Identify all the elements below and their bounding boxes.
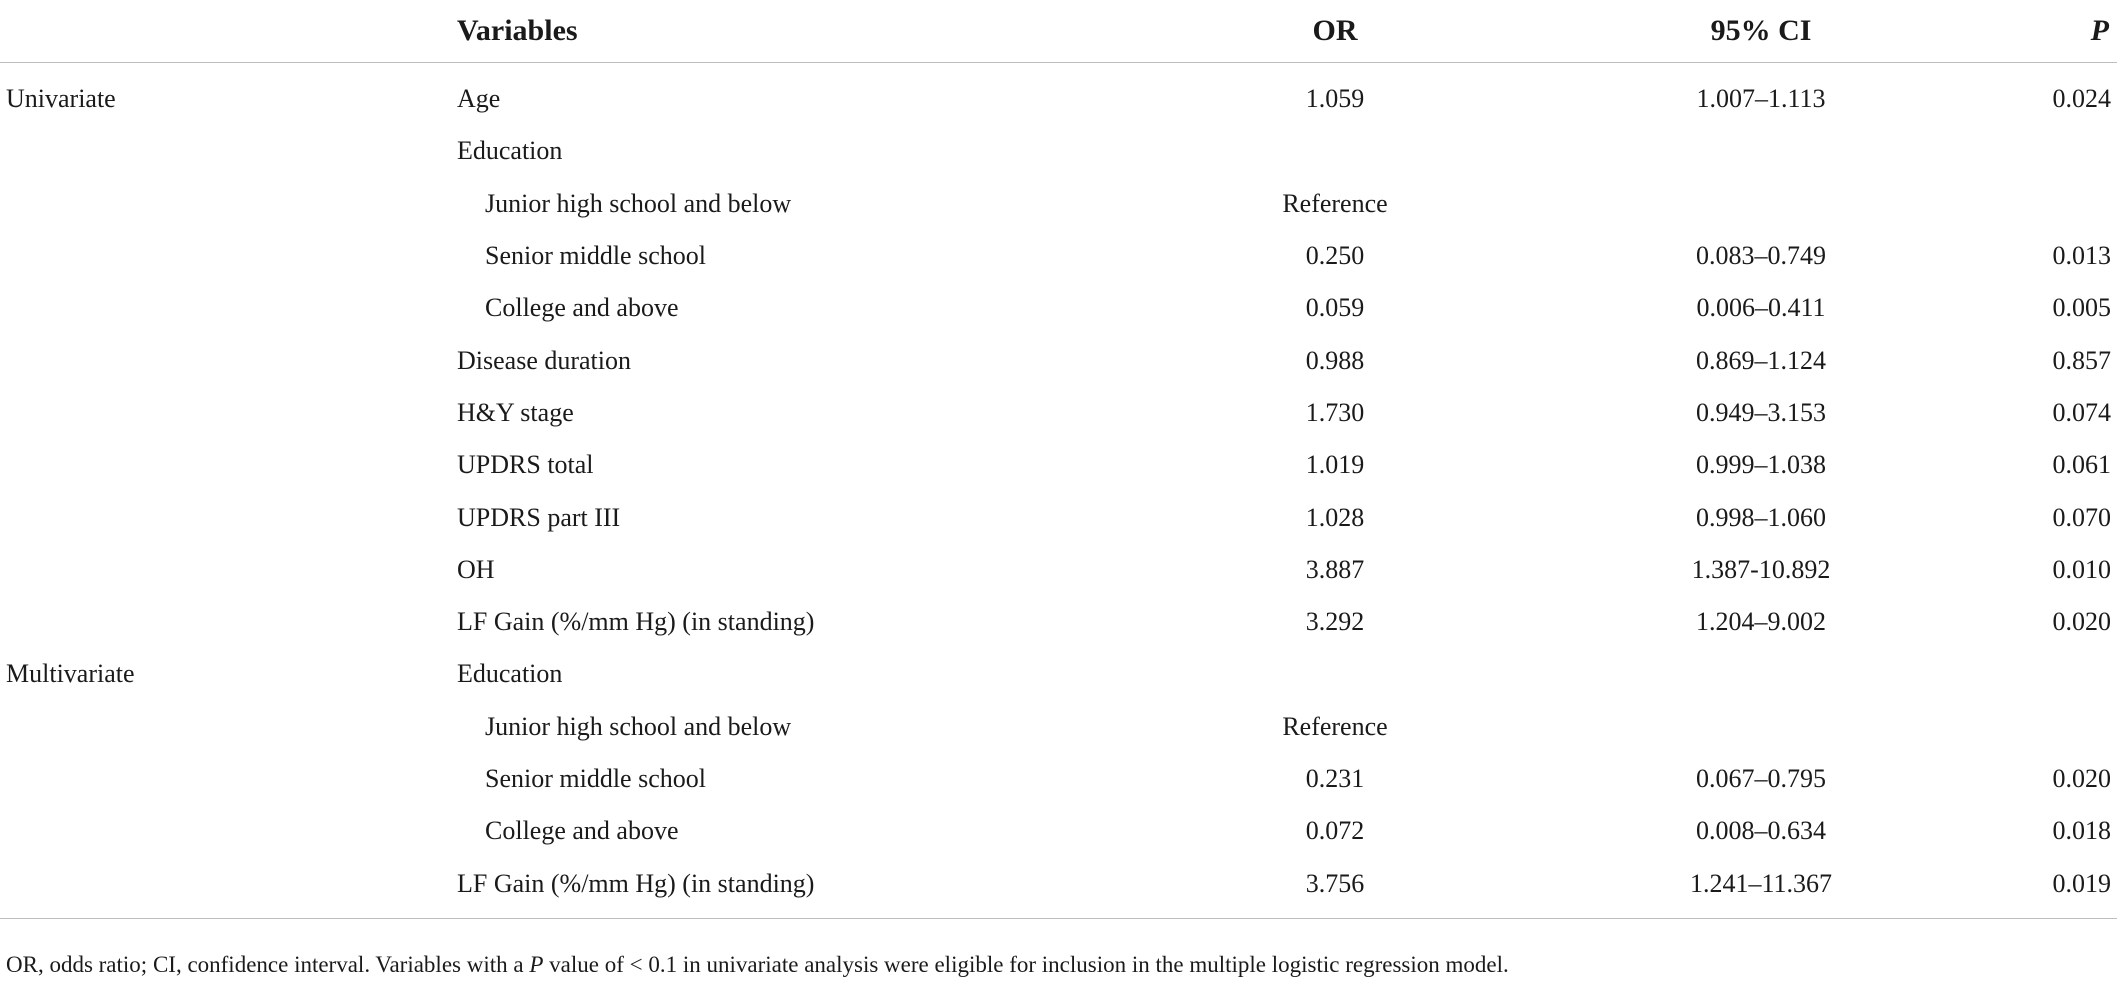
or-cell: 0.231 (1305, 764, 1365, 793)
ci-cell: 0.006–0.411 (1696, 293, 1826, 323)
or-cell: 3.887 (1305, 554, 1365, 584)
p-value-cell (2001, 178, 2117, 230)
variable-cell: Education (457, 136, 563, 166)
group-cell (0, 701, 457, 753)
or-cell: 0.250 (1305, 241, 1365, 271)
ci-cell: 0.999–1.038 (1696, 450, 1826, 480)
table-row (0, 753, 2117, 805)
header-or: OR (1149, 0, 1521, 63)
header-group-blank (0, 0, 457, 63)
ci-cell (1521, 125, 2001, 177)
p-value-cell: 0.024 (2052, 84, 2111, 114)
group-cell (0, 753, 457, 805)
header-variables: Variables (457, 0, 1149, 63)
ci-cell: 0.998–1.060 (1696, 502, 1826, 532)
table-row (0, 282, 2117, 334)
group-cell (0, 596, 457, 648)
ci-cell: 1.241–11.367 (1521, 857, 2001, 918)
p-value-cell (2001, 701, 2117, 753)
header-ci: 95% CI (1521, 0, 2001, 63)
variable-cell: College and above (485, 293, 679, 323)
group-cell (0, 387, 457, 439)
p-value-cell: 0.857 (2052, 345, 2111, 375)
variable-cell: College and above (485, 816, 679, 846)
variable-cell: UPDRS total (457, 450, 594, 480)
variable-cell: Education (457, 659, 563, 689)
table-row (0, 125, 2117, 177)
p-value-cell: 0.018 (2052, 816, 2111, 846)
group-cell (0, 491, 457, 543)
ci-cell (1521, 648, 2001, 700)
footnote-p-symbol: P (529, 952, 544, 977)
footnote-text-1: OR, odds ratio; CI, confidence interval. Variables with a (6, 952, 530, 977)
variable-cell: Junior high school and below (485, 188, 792, 218)
group-cell (0, 857, 457, 918)
variable-cell: Senior middle school (485, 764, 706, 793)
variable-cell: LF Gain (%/mm Hg) (in standing) (457, 607, 815, 637)
group-cell (0, 178, 457, 230)
p-value-cell: 0.013 (2052, 241, 2111, 271)
table-row (0, 701, 2117, 753)
ci-cell: 0.067–0.795 (1696, 764, 1826, 793)
table-row (0, 334, 2117, 386)
group-cell (0, 125, 457, 177)
or-cell: 3.756 (1149, 857, 1521, 918)
variable-cell: Disease duration (457, 345, 632, 375)
group-cell: Multivariate (6, 659, 135, 689)
p-value-cell: 0.005 (2052, 293, 2111, 323)
table-row (0, 596, 2117, 648)
or-cell: 0.988 (1305, 345, 1365, 375)
header-p: P (2001, 0, 2117, 63)
variable-cell: OH (457, 554, 495, 584)
or-cell: 3.292 (1305, 607, 1365, 637)
table-row (0, 805, 2117, 857)
variable-cell: UPDRS part III (457, 502, 621, 532)
table-footnote (6, 952, 1509, 978)
ci-cell: 1.204–9.002 (1696, 607, 1826, 637)
table-body (0, 63, 2117, 919)
table-row (0, 648, 2117, 700)
p-value-cell: 0.070 (2052, 502, 2111, 532)
variable-cell: H&Y stage (457, 397, 574, 427)
ci-cell (1521, 178, 2001, 230)
or-cell: 0.059 (1305, 293, 1365, 323)
footnote-text-2: value of < 0.1 in univariate analysis were eligible for inclusion in the multiple logistic regression model. (543, 952, 1509, 977)
group-cell (0, 439, 457, 491)
group-cell (0, 230, 457, 282)
ci-cell: 0.949–3.153 (1696, 397, 1826, 427)
p-value-cell (2001, 648, 2117, 700)
or-cell: 1.028 (1305, 502, 1365, 532)
table-row (0, 857, 2117, 918)
group-cell (0, 544, 457, 596)
p-value-cell: 0.020 (2052, 764, 2111, 793)
p-value-cell: 0.019 (2001, 857, 2117, 918)
ci-cell (1521, 701, 2001, 753)
group-cell (0, 334, 457, 386)
group-cell (0, 282, 457, 334)
ci-cell: 1.387-10.892 (1691, 554, 1831, 584)
table-row (0, 230, 2117, 282)
or-cell (1149, 648, 1521, 700)
or-cell (1149, 125, 1521, 177)
ci-cell: 0.083–0.749 (1696, 241, 1826, 271)
variable-cell: Junior high school and below (485, 711, 792, 741)
group-cell (0, 805, 457, 857)
table-header (0, 0, 2117, 63)
or-cell: Reference (1282, 188, 1388, 218)
ci-cell: 1.007–1.113 (1696, 84, 1826, 114)
or-cell: 1.019 (1305, 450, 1365, 480)
table-row (0, 387, 2117, 439)
table-row (0, 178, 2117, 230)
ci-cell: 0.008–0.634 (1696, 816, 1826, 846)
group-cell: Univariate (6, 84, 116, 114)
variable-cell: LF Gain (%/mm Hg) (in standing) (457, 857, 1149, 918)
or-cell: 1.730 (1305, 397, 1365, 427)
table-row (0, 439, 2117, 491)
or-cell: 0.072 (1305, 816, 1365, 846)
or-cell: 1.059 (1305, 84, 1365, 114)
p-value-cell (2001, 125, 2117, 177)
or-cell: Reference (1282, 711, 1388, 741)
p-value-cell: 0.020 (2052, 607, 2111, 637)
ci-cell: 0.869–1.124 (1696, 345, 1826, 375)
variable-cell: Age (457, 84, 501, 114)
p-value-cell: 0.061 (2052, 450, 2111, 480)
p-value-cell: 0.010 (2052, 554, 2111, 584)
table-row (0, 491, 2117, 543)
table-row (0, 544, 2117, 596)
variable-cell: Senior middle school (485, 241, 706, 271)
header-row (0, 0, 2117, 63)
p-value-cell: 0.074 (2052, 397, 2111, 427)
table-row (0, 63, 2117, 126)
